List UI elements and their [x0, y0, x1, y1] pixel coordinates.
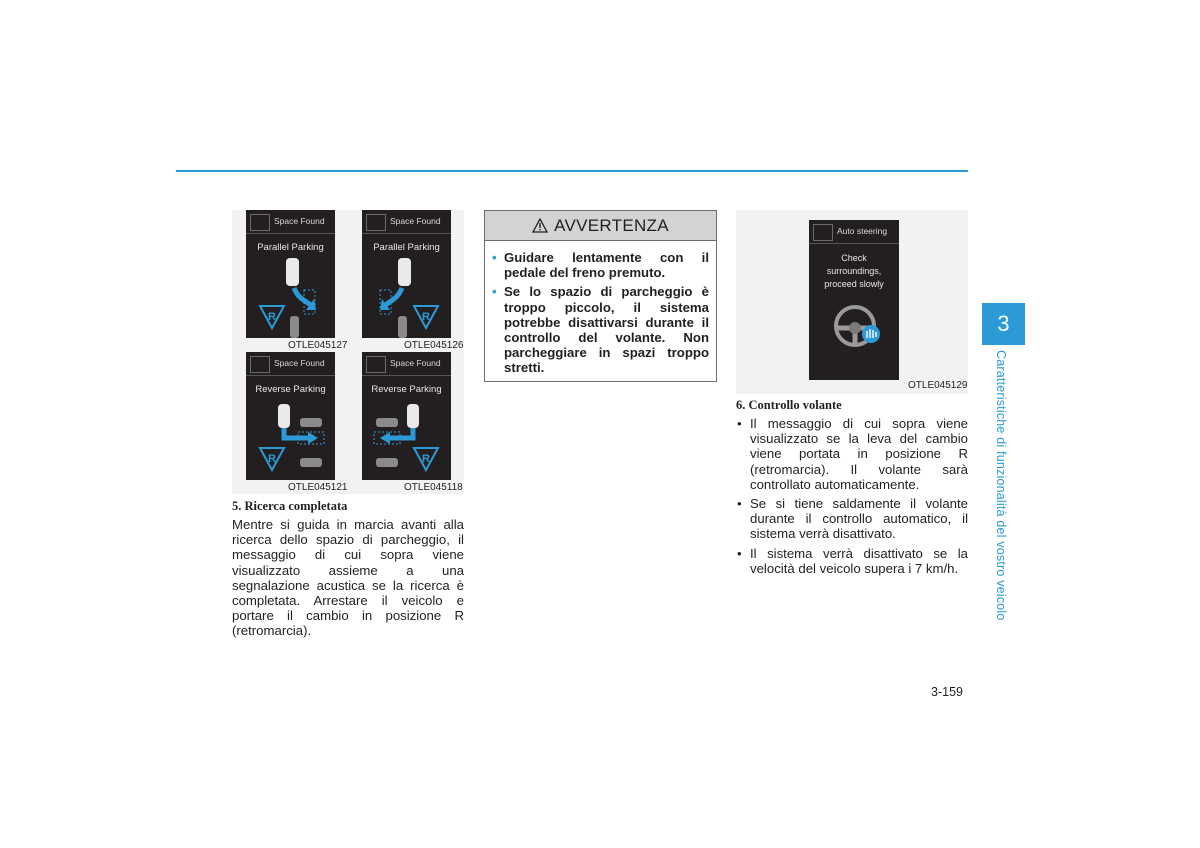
parking-mode-label: Reverse Parking	[255, 384, 326, 395]
parking-mode-label: Reverse Parking	[371, 384, 442, 395]
space-found-label: Space Found	[390, 216, 441, 226]
svg-text:R: R	[268, 453, 276, 465]
section-heading: 5. Ricerca completata	[232, 499, 348, 513]
figure-reverse-left	[232, 352, 348, 494]
bullet-list	[736, 416, 968, 576]
bullet-item: • Il sistema verrà disattivato se la velocità del veicolo supera i 7 km/h.	[737, 545, 968, 576]
figure-code: OTLE045127	[288, 340, 348, 351]
figure-reverse-right	[348, 352, 464, 494]
svg-text:R: R	[422, 311, 430, 323]
warning-item: • Guidare lentamente con il pedale del freno premuto.	[492, 250, 709, 281]
figure-parallel-left	[232, 210, 348, 352]
reverse-parking-scene-icon	[362, 396, 451, 480]
svg-text:R: R	[422, 453, 430, 465]
section-paragraph: Mentre si guida in marcia avanti alla ricerca dello spazio di parcheggio, il messaggio di cui sopra viene visualizzato assieme a una segnalazione acustica se la ricerca è completata. Arrestare il veicolo e portare il cambio in posizione R (retromarcia).	[232, 517, 464, 639]
parking-mode-label: Parallel Parking	[257, 242, 324, 253]
chapter-tab: 3	[982, 303, 1025, 345]
figure-code: OTLE045121	[288, 482, 348, 493]
header-rule	[176, 170, 968, 172]
figure-code: OTLE045118	[404, 482, 463, 493]
figure-auto-steering	[736, 210, 968, 394]
auto-steering-label: Auto steering	[837, 226, 888, 236]
warning-box	[484, 210, 717, 382]
warning-title: AVVERTENZA	[554, 215, 669, 235]
section-heading: 6. Controllo volante	[736, 398, 842, 412]
svg-text:R: R	[268, 311, 276, 323]
steering-wheel-icon	[827, 304, 887, 354]
section-body	[232, 517, 464, 639]
warning-list	[485, 241, 716, 376]
space-found-label: Space Found	[274, 358, 325, 368]
warning-item: • Se lo spazio di parcheggio è troppo piccolo, il sistema potrebbe disattivarsi durante il controllo del volante. Non parcheggiare in spazi troppo stretti.	[492, 284, 709, 376]
space-found-label: Space Found	[390, 358, 441, 368]
warning-triangle-icon	[532, 218, 548, 233]
section-body	[736, 416, 968, 580]
parking-mode-label: Parallel Parking	[373, 242, 440, 253]
chapter-side-title: Caratteristiche di funzionalità del vostro veicolo	[994, 350, 1008, 621]
warning-header	[485, 211, 716, 241]
auto-steering-message: Check surroundings, proceed slowly	[824, 253, 884, 289]
reverse-parking-scene-icon	[246, 396, 335, 480]
bullet-item: • Se si tiene saldamente il volante durante il controllo automatico, il sistema verrà disattivato.	[737, 496, 968, 542]
figure-code: OTLE045126	[404, 340, 464, 351]
bullet-item: • Il messaggio di cui sopra viene visualizzato se la leva del cambio viene portata in posizione R (retromarcia). Il volante sarà controllato automaticamente.	[737, 416, 968, 492]
space-found-label: Space Found	[274, 216, 325, 226]
page-number: 3-159	[931, 685, 963, 699]
figure-code: OTLE045129	[908, 380, 968, 391]
parallel-parking-scene-icon	[246, 254, 335, 338]
figure-parallel-right	[348, 210, 464, 352]
parallel-parking-scene-icon	[362, 254, 451, 338]
